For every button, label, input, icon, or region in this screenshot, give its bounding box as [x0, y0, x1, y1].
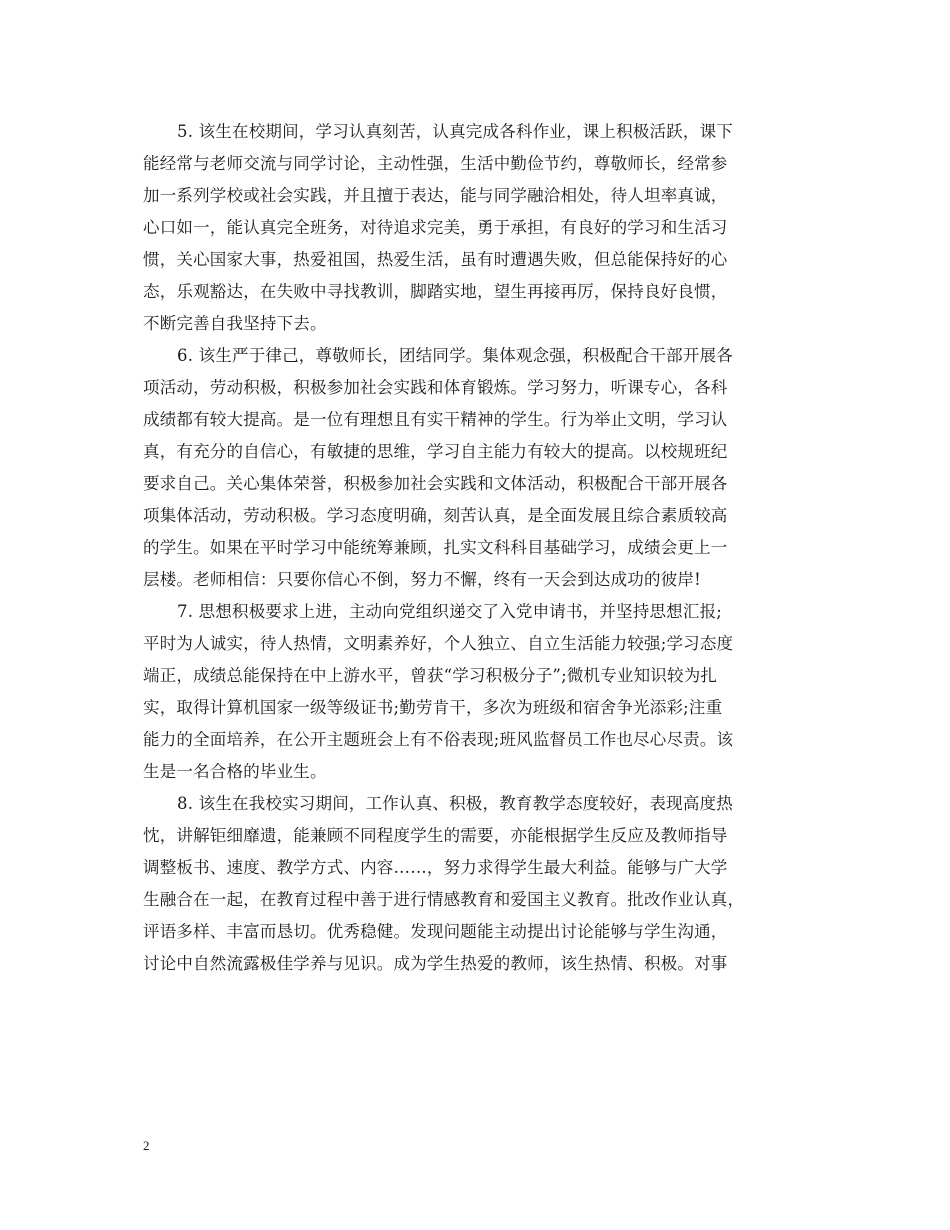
text-line: 调整板书、速度、教学方式、内容……，努力求得学生最大利益。能够与广大学	[143, 858, 728, 877]
text-line: 端正，成绩总能保持在中上游水平，曾获“学习积极分子”;微机专业知识较为扎	[143, 666, 718, 685]
paragraph-5	[143, 116, 811, 340]
text-line: 忱，讲解钜细靡遗，能兼顾不同程度学生的需要，亦能根据学生反应及教师指导	[143, 826, 728, 845]
page-number: 2	[143, 1138, 150, 1153]
text-line: 项活动，劳动积极，积极参加社会实践和体育锻炼。学习努力，听课专心，各科	[143, 378, 728, 397]
text-line: 5. 该生在校期间，学习认真刻苦，认真完成各科作业，课上积极活跃，课下	[177, 122, 733, 141]
text-line: 7. 思想积极要求上进，主动向党组织递交了入党申请书，并坚持思想汇报;	[177, 602, 723, 621]
text-line: 实，取得计算机国家一级等级证书;勤劳肯干，多次为班级和宿舍争光添彩;注重	[143, 698, 723, 717]
text-line: 能力的全面培养，在公开主题班会上有不俗表现;班风监督员工作也尽心尽责。该	[143, 730, 734, 749]
text-line: 成绩都有较大提高。是一位有理想且有实干精神的学生。行为举止文明，学习认	[143, 410, 728, 429]
text-line: 心口如一，能认真完全班务，对待追求完美，勇于承担，有良好的学习和生活习	[143, 218, 728, 237]
text-line: 评语多样、丰富而恳切。优秀稳健。发现问题能主动提出讨论能够与学生沟通，	[143, 922, 728, 941]
text-line: 生融合在一起，在教育过程中善于进行情感教育和爱国主义教育。批改作业认真，	[143, 890, 745, 909]
text-line: 加一系列学校或社会实践，并且擅于表达，能与同学融洽相处，待人坦率真诚，	[143, 186, 728, 205]
text-line: 真，有充分的自信心，有敏捷的思维，学习自主能力有较大的提高。以校规班纪	[143, 442, 728, 461]
text-line: 能经常与老师交流与同学讨论，主动性强，生活中勤俭节约，尊敬师长，经常参	[143, 154, 728, 173]
text-line: 项集体活动，劳动积极。学习态度明确，刻苦认真，是全面发展且综合素质较高	[143, 506, 728, 525]
text-line: 的学生。如果在平时学习中能统筹兼顾，扎实文科科目基础学习，成绩会更上一	[143, 538, 728, 557]
text-line: 6. 该生严于律己，尊敬师长，团结同学。集体观念强，积极配合干部开展各	[177, 346, 733, 365]
text-line: 态，乐观豁达，在失败中寻找教训，脚踏实地，望生再接再厉，保持良好良惯，	[143, 282, 728, 301]
text-line: 讨论中自然流露极佳学养与见识。成为学生热爱的教师，该生热情、积极。对事	[143, 954, 728, 973]
text-line: 生是一名合格的毕业生。	[143, 762, 327, 781]
text-line: 平时为人诚实，待人热情，文明素养好，个人独立、自立生活能力较强;学习态度	[143, 634, 734, 653]
document-body	[143, 116, 811, 980]
text-line: 惯，关心国家大事，热爱祖国，热爱生活，虽有时遭遇失败，但总能保持好的心	[143, 250, 728, 269]
text-line: 层楼。老师相信：只要你信心不倒，努力不懈，终有一天会到达成功的彼岸!	[143, 570, 701, 589]
text-line: 8. 该生在我校实习期间，工作认真、积极，教育教学态度较好，表现高度热	[177, 794, 733, 813]
paragraph-6	[143, 340, 811, 596]
paragraph-7	[143, 596, 811, 788]
paragraph-8	[143, 788, 811, 980]
text-line: 不断完善自我坚持下去。	[143, 314, 327, 333]
text-line: 要求自己。关心集体荣誉，积极参加社会实践和文体活动，积极配合干部开展各	[143, 474, 728, 493]
